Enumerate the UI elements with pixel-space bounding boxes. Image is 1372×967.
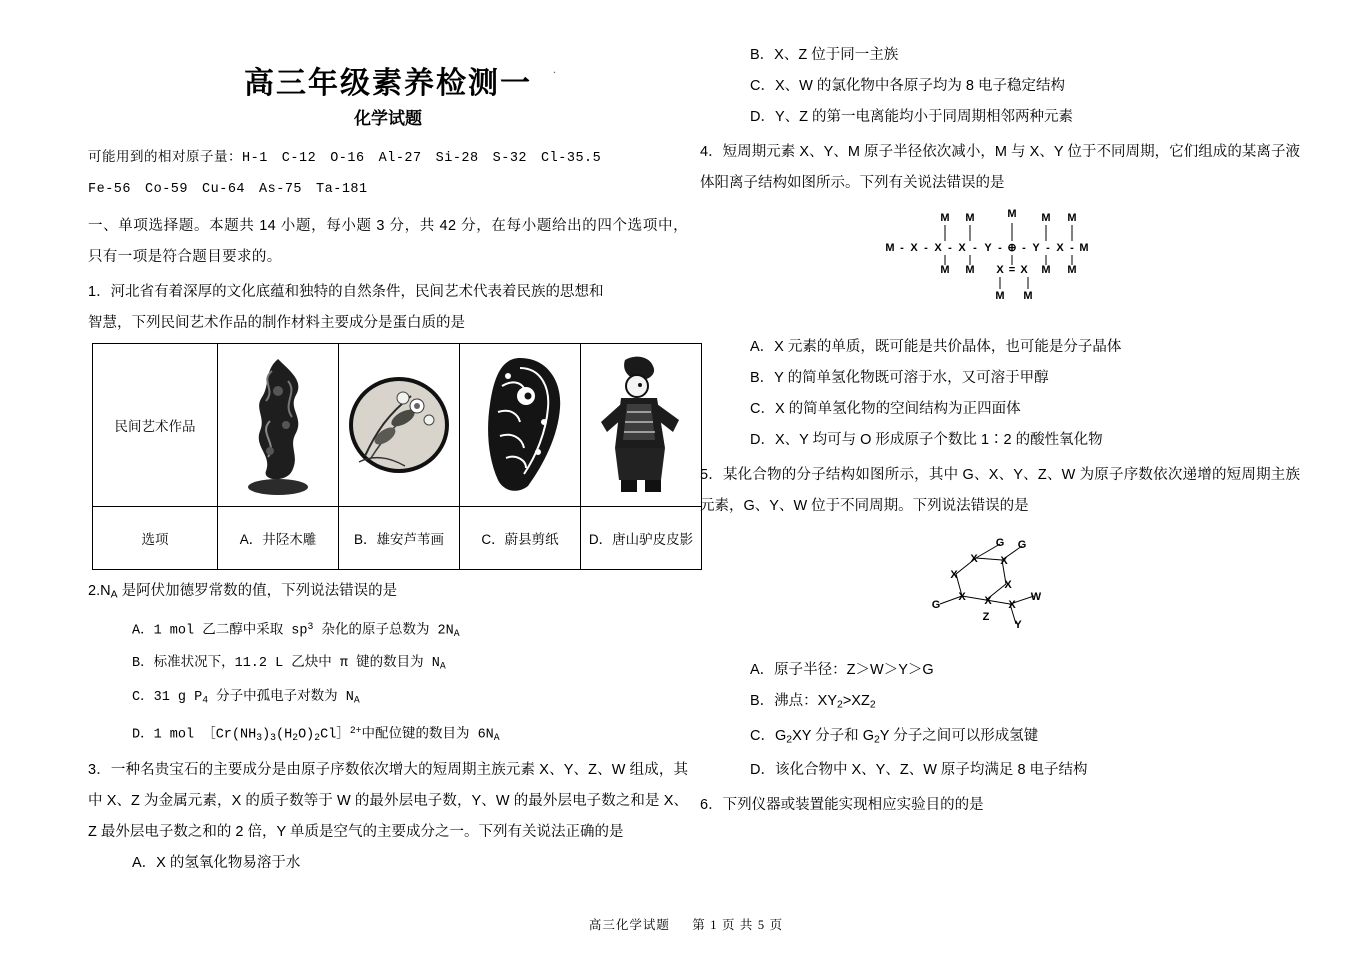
svg-text:-: -: [998, 242, 1002, 254]
page-dot-mark: .: [553, 62, 556, 76]
svg-text:X: X: [1008, 599, 1016, 611]
question-2-option-a: A．1 mol 乙二醇中采取 $sp^3$ 杂化的原子总数为 $2N_A$: [132, 620, 460, 639]
question-5-stem: 5．某化合物的分子结构如图所示，其中 G、X、Y、Z、W 为原子序数依次递增的短周期主族元素，G、Y、W 位于不同周期。下列说法错误的是: [700, 467, 1300, 514]
question-1-line-2: 智慧，下列民间艺术作品的制作材料主要成分是蛋白质的是: [88, 315, 465, 331]
svg-text:Y: Y: [984, 242, 992, 254]
svg-text:X: X: [1004, 579, 1012, 591]
svg-text:X: X: [1020, 264, 1028, 276]
svg-text:-: -: [924, 242, 928, 254]
page-subtitle: 化学试题: [354, 109, 422, 128]
molecular-structure-svg: [870, 530, 1130, 640]
svg-text:M: M: [1079, 242, 1089, 254]
question-5-option-c: C．$G_2XY$ 分子和 $G_2Y$ 分子之间可以形成氢键: [750, 727, 1039, 746]
svg-text:G: G: [1017, 539, 1027, 551]
svg-text:M: M: [940, 212, 950, 224]
svg-text:X: X: [970, 553, 978, 565]
footer-page-number: 1: [710, 918, 718, 932]
svg-text:M: M: [885, 242, 895, 254]
molecular-structure-diagram: [700, 530, 1300, 645]
svg-text:⊕: ⊕: [1007, 242, 1017, 254]
svg-text:M: M: [1041, 212, 1051, 224]
paper-cut-svg: [468, 352, 573, 498]
footer-page-label-1: 第: [692, 918, 706, 932]
svg-text:X: X: [950, 569, 958, 581]
question-5-option-a: A．原子半径：Z＞W＞Y＞G: [750, 662, 934, 678]
footer-subject: 高三化学试题: [588, 918, 670, 932]
question-5-option-d: D．该化合物中 X、Y、Z、W 原子均满足 8 电子结构: [750, 762, 1088, 779]
svg-text:Y: Y: [1014, 619, 1022, 631]
question-4-option-a: A．X 元素的单质，既可能是共价晶体，也可能是分子晶体: [750, 339, 1122, 355]
ionic-liquid-cation-svg: [850, 207, 1150, 317]
wood-carving-image: [218, 344, 339, 507]
ionic-liquid-cation-structure: [700, 207, 1300, 322]
svg-text:-: -: [973, 242, 977, 254]
svg-text:X: X: [1056, 242, 1064, 254]
svg-text:X: X: [934, 242, 942, 254]
question-2-option-b: B．标准状况下，11.2 L 乙炔中 π 键的数目为 $N_A$: [132, 656, 446, 672]
question-1-line-1: 1．河北省有着深厚的文化底蕴和独特的自然条件，民间艺术代表着民族的思想和: [88, 284, 604, 300]
atomic-mass-line-1: 可能用到的相对原子量：H-1 C-12 O-16 Al-27 Si-28 S-32 Cl-35.5: [88, 151, 602, 166]
svg-text:Y: Y: [1032, 242, 1040, 254]
question-4-option-b: B．Y 的简单氢化物既可溶于水，又可溶于甲醇: [750, 370, 1049, 386]
svg-text:-: -: [1046, 242, 1050, 254]
table-row-header: 民间艺术作品: [93, 344, 218, 507]
svg-text:X: X: [910, 242, 918, 254]
option-b-cell: B．雄安芦苇画: [339, 507, 460, 570]
reed-painting-svg: [345, 370, 453, 480]
shadow-puppet-svg: [591, 352, 691, 498]
svg-text:W: W: [1030, 591, 1042, 603]
question-2-option-d: D．1 mol $[Cr(NH_3)_3(H_2O)_2Cl]^{2+}$中配位键的数目为 $6N_A$: [132, 725, 500, 744]
wood-carving-svg: [226, 351, 331, 499]
question-3-option-b: B．X、Z 位于同一主族: [750, 47, 899, 63]
question-3-option-c: C．X、W 的氯化物中各原子均为 8 电子稳定结构: [750, 78, 1065, 94]
svg-text:M: M: [965, 264, 975, 276]
svg-text:Z: Z: [982, 611, 990, 623]
question-2-stem: $2.N_A$ 是阿伏加德罗常数的值，下列说法错误的是: [88, 583, 398, 601]
svg-text:G: G: [995, 537, 1005, 549]
question-4-option-c: C．X 的简单氢化物的空间结构为正四面体: [750, 401, 1021, 417]
option-a-cell: A．井陉木雕: [218, 507, 339, 570]
svg-text:M: M: [1067, 264, 1077, 276]
footer-page-label-3: 页: [769, 918, 784, 932]
question-3-option-a: A．X 的氢氧化物易溶于水: [132, 855, 301, 872]
svg-text:M: M: [1007, 208, 1017, 220]
left-column: [88, 40, 694, 879]
svg-text:M: M: [995, 290, 1005, 302]
question-2-option-c: C．31 g $P_4$ 分子中孤电子对数为 $N_A$: [132, 689, 360, 706]
table-row: [93, 344, 702, 507]
right-column: [700, 40, 1300, 821]
question-4-option-d: D．X、Y 均可与 O 形成原子个数比 1∶2 的酸性氧化物: [750, 432, 1103, 448]
footer-total-pages: 5: [757, 918, 766, 932]
atomic-mass-line-2: Fe-56 Co-59 Cu-64 As-75 Ta-181: [88, 182, 368, 197]
table-row: [93, 507, 702, 570]
question-1-table: [92, 343, 702, 570]
shadow-puppet-image: [581, 344, 702, 507]
question-4-stem: 4．短周期元素 X、Y、M 原子半径依次减小，M 与 X、Y 位于不同周期，它们组成的某离子液体阳离子结构如图所示。下列有关说法错误的是: [700, 144, 1300, 191]
question-6-stem: 6．下列仪器或装置能实现相应实验目的的是: [700, 797, 984, 814]
page-title: 高三年级素养检测一: [244, 67, 532, 100]
section-one-instruction: 一、单项选择题。本题共 14 小题，每小题 3 分，共 42 分，在每小题给出的四个选项中，只有一项是符合题目要求的。: [88, 218, 688, 265]
svg-text:X: X: [1000, 555, 1008, 567]
svg-text:M: M: [940, 264, 950, 276]
footer-page-label-2: 页 共: [721, 918, 754, 932]
svg-text:-: -: [900, 242, 904, 254]
option-c-cell: C．蔚县剪纸: [460, 507, 581, 570]
svg-text:G: G: [931, 599, 941, 611]
reed-painting-image: [339, 344, 460, 507]
question-5-option-b: B．沸点：$XY_2>XZ_2$: [750, 693, 876, 711]
svg-text:M: M: [1023, 290, 1033, 302]
question-3-option-d: D．Y、Z 的第一电离能均小于同周期相邻两种元素: [750, 109, 1074, 125]
svg-text:X: X: [958, 242, 966, 254]
svg-text:X: X: [984, 595, 992, 607]
page-footer: [0, 915, 1372, 933]
option-d-cell: D．唐山驴皮皮影: [581, 507, 702, 570]
svg-text:-: -: [1022, 242, 1026, 254]
svg-text:X: X: [996, 264, 1004, 276]
svg-text:M: M: [965, 212, 975, 224]
options-header: 选项: [93, 507, 218, 570]
svg-text:M: M: [1041, 264, 1051, 276]
question-3-stem: 3．一种名贵宝石的主要成分是由原子序数依次增大的短周期主族元素 X、Y、Z、W 组成，其中 X、Z 为金属元素，X 的质子数等于 W 的最外层电子数，Y、W 的最外层电子数之和是 X、Z 最外层电子数之和的 2 倍，Y 单质是空气的主要成分之一。下列有关说法正确的是: [88, 762, 688, 841]
svg-text:X: X: [958, 591, 966, 603]
paper-cut-image: [460, 344, 581, 507]
svg-text:-: -: [1070, 242, 1074, 254]
svg-text:-: -: [948, 242, 952, 254]
svg-text:M: M: [1067, 212, 1077, 224]
svg-text:=: =: [1008, 264, 1016, 276]
